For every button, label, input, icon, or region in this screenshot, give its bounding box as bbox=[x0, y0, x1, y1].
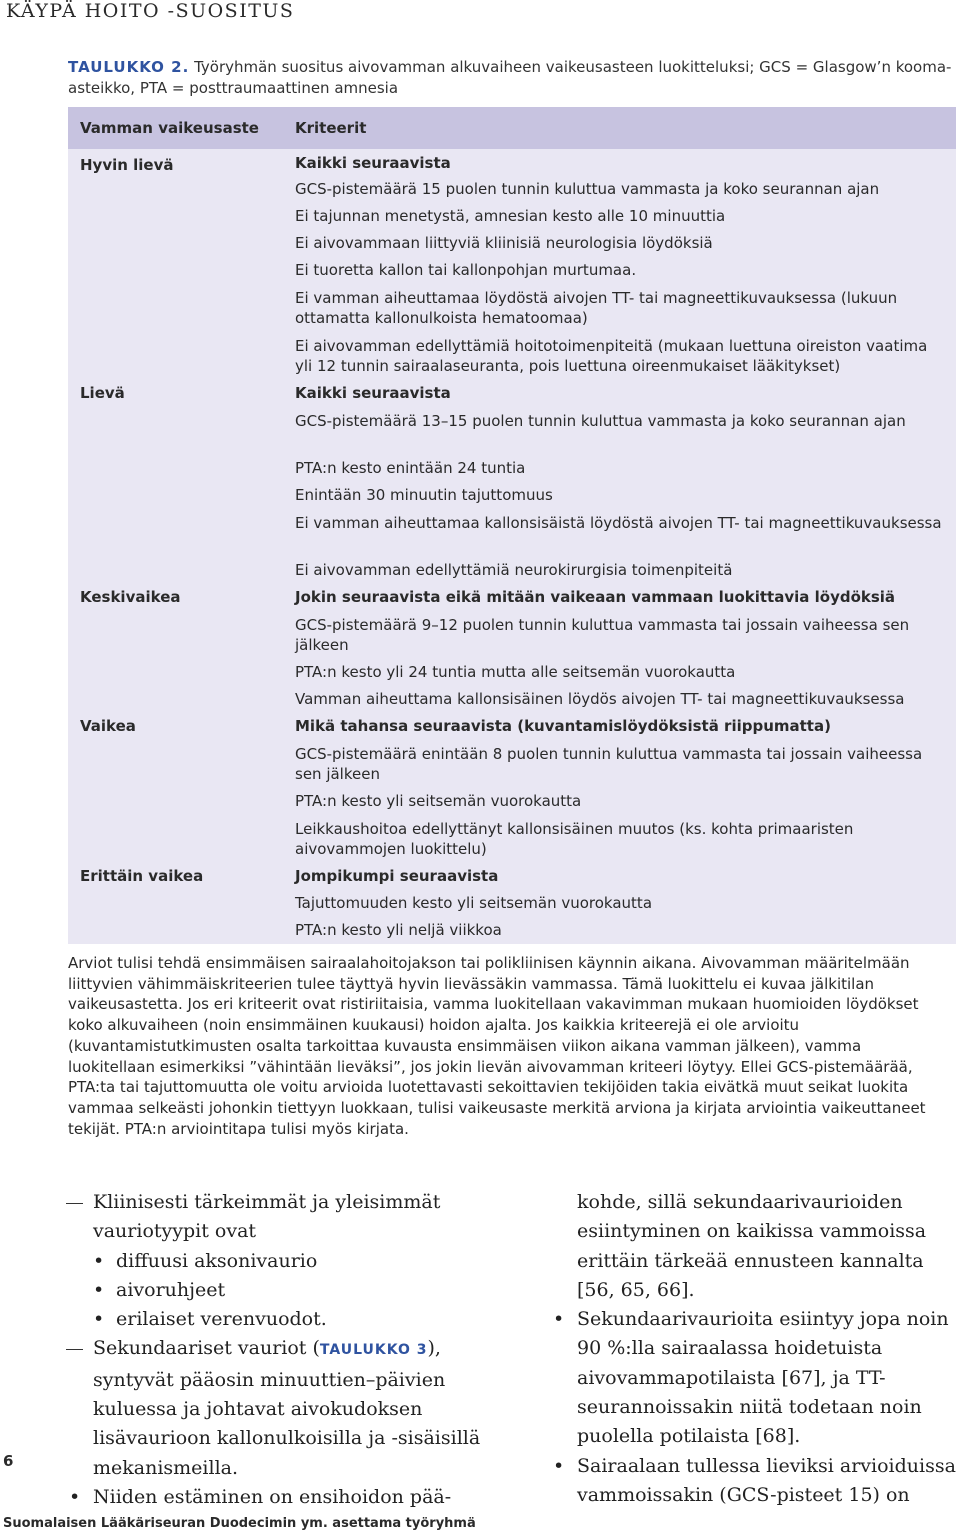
bullet-item-text: Sairaalaan tullessa lieviksi arvioiduissa vammoissakin (GCS-pisteet 15) on bbox=[577, 1454, 956, 1506]
bullet-item-text: aivoruhjeet bbox=[116, 1278, 226, 1301]
criterion: PTA:n kesto yli 24 tuntia mutta alle seitsemän vuorokautta bbox=[295, 663, 736, 681]
column-header-severity: Vamman vaikeusaste bbox=[68, 107, 283, 149]
criterion: PTA:n kesto yli neljä viikkoa bbox=[295, 921, 502, 939]
table-row bbox=[68, 863, 956, 944]
dash-item bbox=[66, 1334, 498, 1482]
criterion: Leikkaushoitoa edellyttänyt kallonsisäinen muutos (ks. kohta primaaristen aivovammojen luokittelu) bbox=[295, 820, 854, 858]
criterion: PTA:n kesto yli seitsemän vuorokautta bbox=[295, 792, 582, 810]
bullet-item bbox=[66, 1483, 498, 1512]
table-label: TAULUKKO 2. bbox=[68, 58, 190, 76]
criteria-heading: Kaikki seuraavista bbox=[295, 154, 451, 172]
criterion: GCS-pistemäärä 9–12 puolen tunnin kuluttua vammasta tai jossain vaiheessa sen jälkeen bbox=[295, 616, 910, 654]
criteria-heading: Kaikki seuraavista bbox=[295, 384, 451, 402]
criteria-cell bbox=[283, 380, 956, 584]
criteria-cell bbox=[283, 584, 956, 713]
severity-cell: Vaikea bbox=[80, 717, 136, 735]
criteria-table bbox=[68, 107, 956, 944]
severity-cell: Erittäin vaikea bbox=[80, 867, 204, 885]
bullet-item bbox=[66, 1276, 498, 1305]
bullet-item bbox=[66, 1247, 498, 1276]
right-column bbox=[550, 1188, 956, 1510]
bullet-item-text: Sekundaarivaurioita esiintyy jopa noin 90 %:lla sairaalassa hoidetuista aivovammapotilaista [67], ja TT-seurannoissakin niitä todetaan noin puolella potilaista [68]. bbox=[577, 1308, 949, 1448]
criterion: Tajuttomuuden kesto yli seitsemän vuorokautta bbox=[295, 894, 653, 912]
continued-text: kohde, sillä sekundaarivaurioiden esiintyminen on kaikissa vammoissa erittäin tärkeää ennusteen kannalta [56, 65, 66]. bbox=[577, 1191, 927, 1301]
criterion: Ei vamman aiheuttamaa kallonsisäistä löydöstä aivojen TT- tai magneettikuvauksessa bbox=[295, 514, 942, 532]
table-row bbox=[68, 584, 956, 713]
criterion: Ei vamman aiheuttamaa löydöstä aivojen TT- tai magneettikuvauksessa (lukuun ottamatta kallonulkoista hematoomaa) bbox=[295, 289, 898, 327]
dash-item-text: Kliinisesti tärkeimmät ja yleisimmät vauriotyypit ovat bbox=[93, 1191, 441, 1243]
bullet-item bbox=[550, 1452, 956, 1511]
table-row bbox=[68, 149, 956, 380]
severity-cell: Hyvin lievä bbox=[80, 156, 174, 174]
bullet-item-text: erilaiset verenvuodot. bbox=[116, 1308, 327, 1331]
table-row bbox=[68, 380, 956, 584]
criterion: Ei aivovamman edellyttämiä neurokirurgisia toimenpiteitä bbox=[295, 561, 733, 579]
column-header-criteria: Kriteerit bbox=[283, 107, 956, 149]
criterion: GCS-pistemäärä 15 puolen tunnin kuluttua vammasta ja koko seurannan ajan bbox=[295, 180, 880, 198]
page-footer: Suomalaisen Lääkäriseuran Duodecimin ym. asettama työryhmä bbox=[3, 1516, 476, 1531]
table-footnote: Arviot tulisi tehdä ensimmäisen sairaalahoitojakson tai polikliinisen käynnin aikana. Aivovamman määritelmään liittyvien vähimmäiskriteerien tulee täyttyä hyvin lievässäkin vammassa. Tämä luokittelu ei kuvaa jälkitilan vaikeusastetta. Jos eri kriteerit ovat ristiriitaisia, vamma luokitellaan vakavimman mukaan huomioiden löydökset koko alkuvaiheen (noin ensimmäinen kuukausi) hoidon ajalta. Jos kaikkia kriteerejä ei ole arvioitu (kuvantamistutkimusten osalta tarkoittaa kuvausta ensimmäisen viikon aikana vamman jälkeen), vamma luokitellaan esimerkiksi ”vähintään lieväksi”, jos jokin lievän aivovamman kriteeri löytyy. Ellei GCS-pistemäärää, PTA:ta tai tajuttomuutta ole voitu arvioida luotettavasti sekoittavien tekijöiden takia eivätkä muut seikat luokita vammaa selkeästi johonkin tiettyyn luokkaan, tulisi vaikeusaste merkitä arviona ja kirjata arviointia vaikeuttaneet tekijät. PTA:n arviointitapa tulisi myös kirjata. bbox=[68, 954, 926, 1138]
bullet-item bbox=[550, 1305, 956, 1451]
bullet-item-text: diffuusi aksonivaurio bbox=[116, 1249, 318, 1272]
table-caption-text: Työryhmän suositus aivovamman alkuvaiheen vaikeusasteen luokitteluksi; GCS = Glasgow’n kooma-asteikko, PTA = posttraumaattinen amnesia bbox=[68, 58, 952, 97]
severity-cell: Lievä bbox=[80, 384, 125, 402]
criterion: GCS-pistemäärä 13–15 puolen tunnin kuluttua vammasta ja koko seurannan ajan bbox=[295, 412, 906, 430]
dash-item-text-start: Sekundaariset vauriot ( bbox=[93, 1337, 320, 1360]
criterion: Ei tajunnan menetystä, amnesian kesto alle 10 minuuttia bbox=[295, 207, 726, 225]
dash-item-text-end: ), syntyvät pääosin minuuttien–päivien kuluessa ja johtavat aivokudoksen lisävaurioon kallonulkoisilla ja -sisäisillä mekanismeilla. bbox=[93, 1337, 481, 1479]
criterion: Ei tuoretta kallon tai kallonpohjan murtumaa. bbox=[295, 261, 637, 279]
criterion: Vamman aiheuttama kallonsisäinen löydös aivojen TT- tai magneettikuvauksessa bbox=[295, 690, 905, 708]
criterion: GCS-pistemäärä enintään 8 puolen tunnin kuluttua vammasta tai jossain vaiheessa sen jälkeen bbox=[295, 745, 923, 783]
criterion: PTA:n kesto enintään 24 tuntia bbox=[295, 459, 526, 477]
running-header: KÄYPÄ HOITO -SUOSITUS bbox=[6, 0, 295, 22]
criteria-heading: Jompikumpi seuraavista bbox=[295, 867, 499, 885]
criteria-heading: Mikä tahansa seuraavista (kuvantamislöydöksistä riippumatta) bbox=[295, 717, 831, 735]
criterion: Ei aivovammaan liittyviä kliinisiä neurologisia löydöksiä bbox=[295, 234, 713, 252]
page-number: 6 bbox=[3, 1452, 14, 1470]
criterion: Ei aivovamman edellyttämiä hoitotoimenpiteitä (mukaan luettuna oireiston vaatima yli 12 tunnin sairaalaseuranta, pois luettuna oireenmukaiset lääkitykset) bbox=[295, 337, 928, 375]
bullet-item bbox=[66, 1305, 498, 1334]
criteria-cell bbox=[283, 149, 956, 380]
severity-cell: Keskivaikea bbox=[80, 588, 181, 606]
table-caption bbox=[68, 57, 958, 99]
left-column bbox=[66, 1188, 498, 1512]
dash-item bbox=[66, 1188, 498, 1247]
table-reference-link[interactable]: TAULUKKO 3 bbox=[319, 1342, 428, 1359]
table-row bbox=[68, 713, 956, 863]
table-header-row bbox=[68, 107, 956, 149]
criteria-heading: Jokin seuraavista eikä mitään vaikeaan vammaan luokittavia löydöksiä bbox=[295, 588, 896, 606]
criterion: Enintään 30 minuutin tajuttomuus bbox=[295, 486, 553, 504]
criteria-cell bbox=[283, 863, 956, 944]
criteria-cell bbox=[283, 713, 956, 863]
bullet-item-text: Niiden estäminen on ensihoidon pää- bbox=[93, 1485, 452, 1508]
